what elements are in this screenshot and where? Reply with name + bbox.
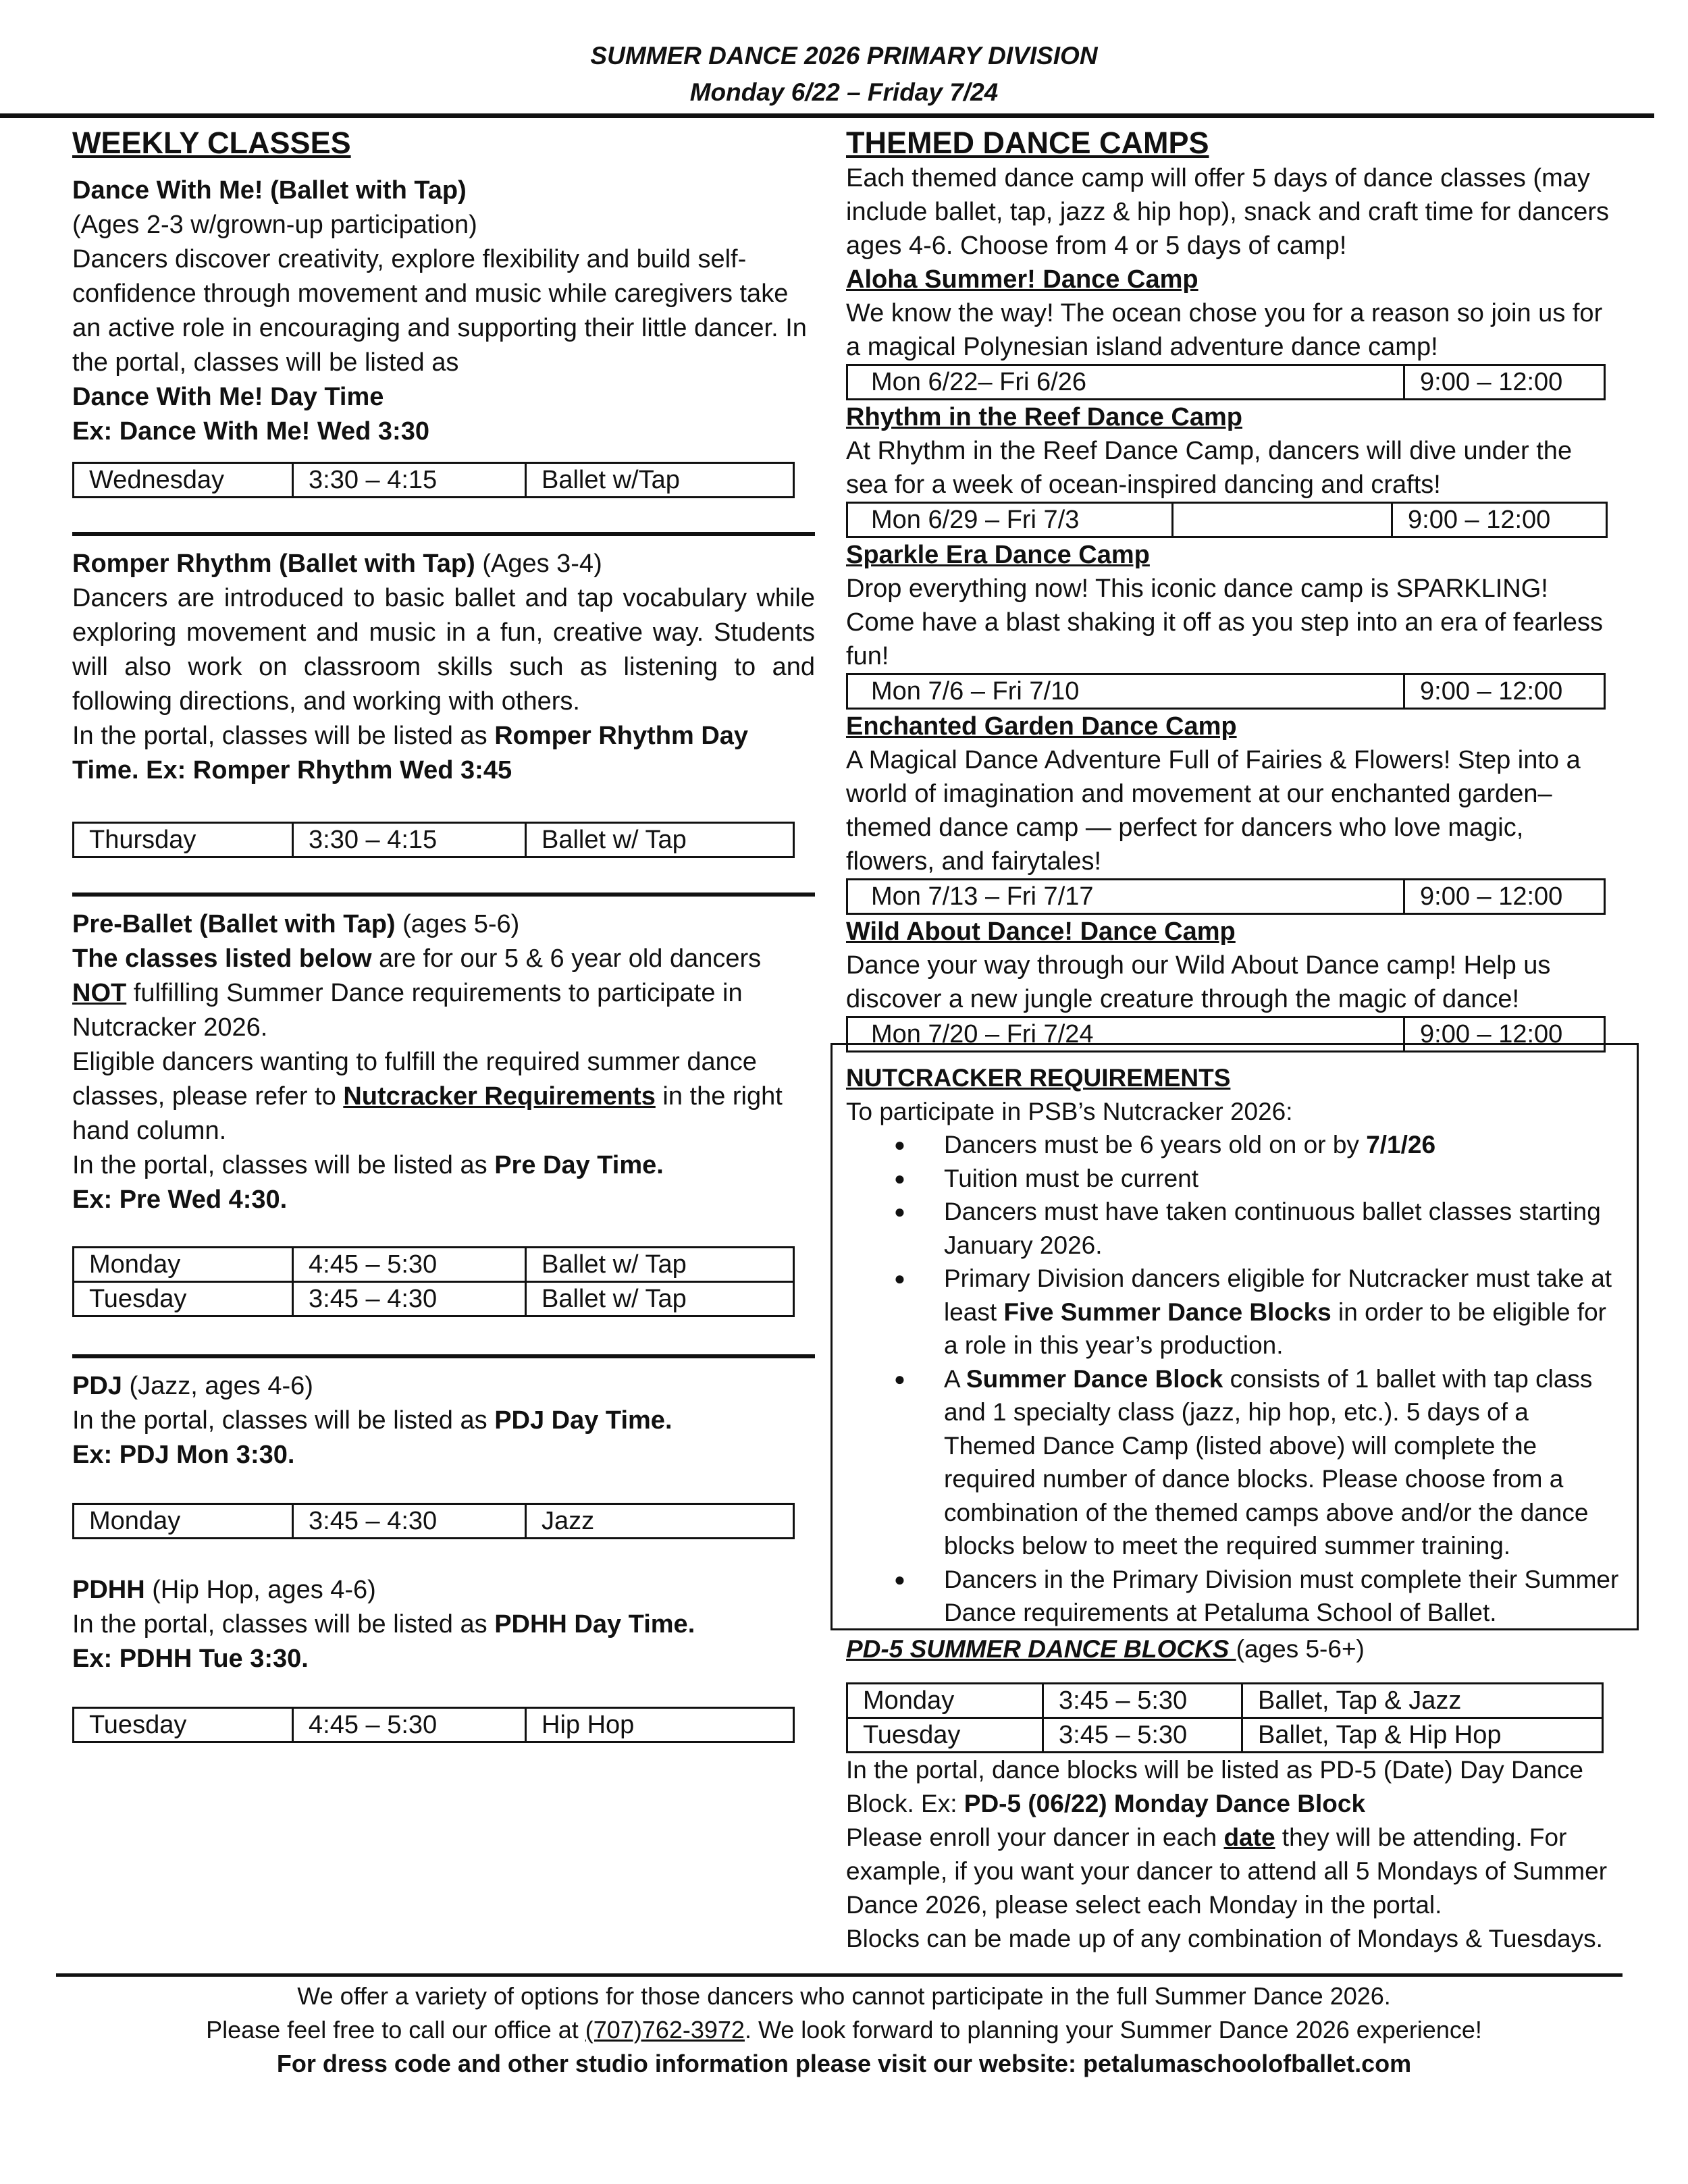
pdhh-portal: PDHH Day Time.	[494, 1610, 695, 1639]
pd5-enroll-date: date	[1223, 1823, 1275, 1851]
camp-desc: Drop everything now! This iconic dance camp is SPARKLING! Come have a blast shaking it off as you step into an era of fearless fun!	[846, 575, 1603, 670]
list-item	[944, 1162, 1619, 1196]
cell-dates: Mon 7/20 – Fri 7/24	[847, 1017, 1404, 1052]
cell-day: Tuesday	[847, 1718, 1043, 1753]
weekly-heading: WEEKLY CLASSES	[72, 126, 351, 160]
cell-day: Monday	[847, 1684, 1043, 1718]
pdj-section	[72, 1369, 815, 1539]
cell-time: 9:00 – 12:00	[1404, 674, 1605, 709]
nut-b3: Dancers must have taken continuous ballet classes starting January 2026.	[944, 1198, 1601, 1259]
pd5-combo: Blocks can be made up of any combination of Mondays & Tuesdays.	[846, 1925, 1603, 1952]
camp-list	[846, 263, 1616, 1053]
table-row	[74, 1708, 794, 1742]
cell-type: Ballet w/ Tap	[526, 1248, 794, 1282]
pdhh-ages: (Hip Hop, ages 4-6)	[144, 1576, 376, 1604]
pdhh-title: PDHH	[72, 1576, 145, 1604]
table-row	[847, 503, 1607, 537]
camp-title: Sparkle Era Dance Camp	[846, 541, 1150, 569]
camp-title: Rhythm in the Reef Dance Camp	[846, 403, 1242, 431]
table-row	[74, 823, 794, 857]
nut-b4a: Primary Division dancers eligible for Nutcracker must take at least	[944, 1264, 1612, 1326]
pd5-schedule-table	[846, 1682, 1604, 1753]
pd5-example: PD-5 (06/22) Monday Dance Block	[964, 1790, 1366, 1817]
nut-heading: NUTCRACKER REQUIREMENTS	[846, 1064, 1231, 1092]
pd5-title: PD-5 SUMMER DANCE BLOCKS	[846, 1635, 1236, 1663]
footer-line-1: We offer a variety of options for those dancers who cannot participate in the full Summer Dance 2026.	[297, 1982, 1391, 2010]
section-divider	[72, 893, 815, 897]
camp-desc: A Magical Dance Adventure Full of Fairies & Flowers! Step into a world of imagination and movement at our enchanted garden–themed dance camp — perfect for dancers who love magic, flowers, and fairytales!	[846, 746, 1581, 876]
cell-time: 4:45 – 5:30	[293, 1708, 526, 1742]
camp-item	[846, 538, 1616, 710]
cell-day: Monday	[74, 1248, 293, 1282]
cell-dates: Mon 7/13 – Fri 7/17	[847, 880, 1404, 914]
pre-title: Pre-Ballet (Ballet with Tap)	[72, 910, 396, 938]
romper-schedule-table	[72, 822, 795, 858]
dance-with-me-section	[72, 174, 815, 498]
cell-type: Ballet, Tap & Hip Hop	[1242, 1718, 1603, 1753]
camp-item	[846, 710, 1616, 915]
pdj-example: Ex: PDJ Mon 3:30.	[72, 1441, 295, 1469]
cell-time: 3:45 – 4:30	[293, 1282, 526, 1316]
pd5-enroll-b: they will be attending. For example, if you want your dancer to attend all 5 Mondays of Summer Dance 2026, please select each Monday in the portal.	[846, 1823, 1608, 1919]
cell-time: 9:00 – 12:00	[1392, 503, 1607, 537]
list-item	[944, 1362, 1619, 1563]
pdhh-example: Ex: PDHH Tue 3:30.	[72, 1645, 309, 1673]
nut-list	[846, 1128, 1619, 1630]
cell-day: Thursday	[74, 823, 293, 857]
camps-intro: Each themed dance camp will offer 5 days of dance classes (may include ballet, tap, jazz & hip hop), snack and craft time for dancers ages 4-6. Choose from 4 or 5 days of camp!	[846, 164, 1610, 260]
table-row	[74, 463, 794, 498]
pdj-portal-prefix: In the portal, classes will be listed as	[72, 1406, 495, 1435]
dwm-desc: Dancers discover creativity, explore flexibility and build self-confidence through movement and music while caregivers take an active role in encouraging and supporting their little dancer. In the portal, classes will be listed as	[72, 245, 807, 377]
camp-item	[846, 915, 1616, 1053]
nut-b5-bold: Summer Dance Block	[966, 1364, 1223, 1393]
pd5-portal: In the portal, dance blocks will be listed as PD-5 (Date) Day Dance Block. Ex:	[846, 1756, 1584, 1817]
cell-type: Hip Hop	[526, 1708, 794, 1742]
pre-listed-bold: The classes listed below	[72, 944, 372, 973]
nut-b5b: consists of 1 ballet with tap class and 1 specialty class (jazz, hip hop, etc.). 5 days of a Themed Dance Camp (listed above) will complete the required number of dance blocks. Please choose from a combination of the themed camps above and/or the dance blocks below to meet the required summer training.	[944, 1364, 1593, 1560]
footer-rule	[56, 1973, 1623, 1977]
list-item	[944, 1195, 1619, 1262]
camp-title: Wild About Dance! Dance Camp	[846, 917, 1236, 946]
nutcracker-requirements-link[interactable]: Nutcracker Requirements	[343, 1082, 656, 1111]
cell-time: 3:45 – 5:30	[1043, 1718, 1242, 1753]
pd5-section	[846, 1632, 1616, 1956]
table-row	[847, 365, 1605, 400]
table-row	[847, 674, 1605, 709]
camp-item	[846, 263, 1616, 400]
cell-day: Wednesday	[74, 463, 293, 498]
table-row	[74, 1282, 794, 1316]
cell-time: 9:00 – 12:00	[1404, 880, 1605, 914]
table-row	[74, 1248, 794, 1282]
cell-dates: Mon 7/6 – Fri 7/10	[847, 674, 1404, 709]
pre-eligible-rest: in the right hand column.	[72, 1082, 783, 1145]
themed-camps-column	[846, 124, 1616, 1053]
page-title: SUMMER DANCE 2026 PRIMARY DIVISION	[590, 42, 1098, 70]
camp-title: Aloha Summer! Dance Camp	[846, 265, 1198, 294]
camp-schedule-table	[846, 364, 1606, 400]
pd5-enroll-a: Please enroll your dancer in each	[846, 1823, 1224, 1851]
pre-not: NOT	[72, 979, 127, 1007]
nut-b2: Tuition must be current	[944, 1164, 1199, 1192]
pre-not-rest: fulfilling Summer Dance requirements to participate in Nutcracker 2026.	[72, 979, 743, 1042]
pdhh-schedule-table	[72, 1707, 795, 1743]
camp-schedule-table	[846, 878, 1606, 915]
cell-time: 3:45 – 5:30	[1043, 1684, 1242, 1718]
list-item	[944, 1262, 1619, 1362]
pd5-ages: (ages 5-6+)	[1236, 1635, 1365, 1663]
table-row	[847, 880, 1605, 914]
nut-b1: Dancers must be 6 years old on or by	[944, 1131, 1367, 1158]
cell-type: Jazz	[526, 1504, 794, 1539]
cell-empty	[1173, 503, 1392, 537]
weekly-classes-column	[72, 124, 815, 1743]
phone-link[interactable]: (707)762-3972	[585, 2016, 745, 2044]
cell-time: 3:30 – 4:15	[293, 463, 526, 498]
footer-line-2b: . We look forward to planning your Summer Dance 2026 experience!	[744, 2016, 1482, 2044]
pre-listed-rest: are for our 5 & 6 year old dancers	[371, 944, 762, 973]
nut-b5a: A	[944, 1364, 966, 1393]
dwm-portal: Dance With Me! Day Time	[72, 383, 384, 411]
pdhh-section	[72, 1573, 815, 1743]
dwm-example: Ex: Dance With Me! Wed 3:30	[72, 417, 429, 446]
footer-line-3: For dress code and other studio information please visit our website: petalumaschoolofballet.com	[276, 2050, 1412, 2077]
pre-portal-prefix: In the portal, classes will be listed as	[72, 1151, 495, 1179]
cell-time: 3:30 – 4:15	[293, 823, 526, 857]
camp-desc: We know the way! The ocean chose you for a reason so join us for a magical Polynesian island adventure dance camp!	[846, 299, 1603, 361]
nut-intro: To participate in PSB’s Nutcracker 2026:	[846, 1097, 1293, 1125]
camp-desc: At Rhythm in the Reef Dance Camp, dancers will dive under the sea for a week of ocean-inspired dancing and crafts!	[846, 437, 1573, 499]
section-divider	[72, 1354, 815, 1358]
cell-type: Ballet, Tap & Jazz	[1242, 1684, 1603, 1718]
cell-type: Ballet w/ Tap	[526, 823, 794, 857]
pdhh-portal-prefix: In the portal, classes will be listed as	[72, 1610, 495, 1639]
camp-item	[846, 400, 1616, 538]
nut-b4b: in order to be eligible for a role in this year’s production.	[944, 1298, 1607, 1359]
table-row	[847, 1684, 1603, 1718]
romper-portal-prefix: In the portal, classes will be listed as	[72, 722, 495, 750]
header-rule	[0, 113, 1654, 118]
cell-dates: Mon 6/29 – Fri 7/3	[847, 503, 1173, 537]
list-item	[944, 1128, 1619, 1162]
pre-schedule-table	[72, 1246, 795, 1317]
dwm-schedule-table	[72, 462, 795, 498]
romper-title: Romper Rhythm (Ballet with Tap)	[72, 550, 475, 578]
footer-line-2a: Please feel free to call our office at	[206, 2016, 585, 2044]
camp-schedule-table	[846, 502, 1608, 538]
romper-portal: Romper Rhythm Day Time. Ex: Romper Rhythm Wed 3:45	[72, 722, 749, 784]
table-row	[74, 1504, 794, 1539]
camp-desc: Dance your way through our Wild About Dance camp! Help us discover a new jungle creature through the magic of dance!	[846, 951, 1551, 1013]
nut-b6: Dancers in the Primary Division must complete their Summer Dance requirements at Petaluma School of Ballet.	[944, 1565, 1619, 1626]
dwm-title: Dance With Me! (Ballet with Tap)	[72, 176, 467, 205]
dwm-ages: (Ages 2-3 w/grown-up participation)	[72, 211, 477, 239]
list-item	[944, 1563, 1619, 1630]
pdj-schedule-table	[72, 1503, 795, 1539]
nutcracker-requirements-box	[830, 1043, 1639, 1630]
cell-time: 9:00 – 12:00	[1404, 365, 1605, 400]
pre-example: Ex: Pre Wed 4:30.	[72, 1186, 288, 1214]
pdj-title: PDJ	[72, 1372, 122, 1400]
cell-day: Monday	[74, 1504, 293, 1539]
romper-desc: Dancers are introduced to basic ballet and tap vocabulary while exploring movement and music in a fun, creative way. Students will also work on classroom skills such as listening to and following directions, and working with others.	[72, 584, 815, 716]
section-divider	[72, 532, 815, 536]
pdj-ages: (Jazz, ages 4-6)	[122, 1372, 313, 1400]
pre-ballet-section	[72, 907, 815, 1317]
romper-rhythm-section	[72, 547, 815, 858]
pdj-portal: PDJ Day Time.	[494, 1406, 672, 1435]
cell-dates: Mon 6/22– Fri 6/26	[847, 365, 1404, 400]
camp-title: Enchanted Garden Dance Camp	[846, 712, 1237, 741]
cell-day: Tuesday	[74, 1282, 293, 1316]
footer-line-2	[0, 2013, 1688, 2047]
cell-type: Ballet w/Tap	[526, 463, 794, 498]
pre-eligible: Eligible dancers wanting to fulfill the required summer dance classes, please refer to	[72, 1048, 757, 1111]
pre-ages: (ages 5-6)	[395, 910, 520, 938]
cell-day: Tuesday	[74, 1708, 293, 1742]
camp-schedule-table	[846, 673, 1606, 710]
table-row	[847, 1718, 1603, 1753]
cell-time: 3:45 – 4:30	[293, 1504, 526, 1539]
pre-portal: Pre Day Time.	[494, 1151, 664, 1179]
cell-time: 9:00 – 12:00	[1404, 1017, 1605, 1052]
page-dates: Monday 6/22 – Friday 7/24	[689, 78, 999, 106]
nut-b4-bold: Five Summer Dance Blocks	[1003, 1298, 1331, 1326]
nut-b1-bold: 7/1/26	[1366, 1131, 1436, 1158]
romper-ages: (Ages 3-4)	[475, 550, 602, 578]
cell-type: Ballet w/ Tap	[526, 1282, 794, 1316]
cell-time: 4:45 – 5:30	[293, 1248, 526, 1282]
camps-heading: THEMED DANCE CAMPS	[846, 126, 1209, 160]
